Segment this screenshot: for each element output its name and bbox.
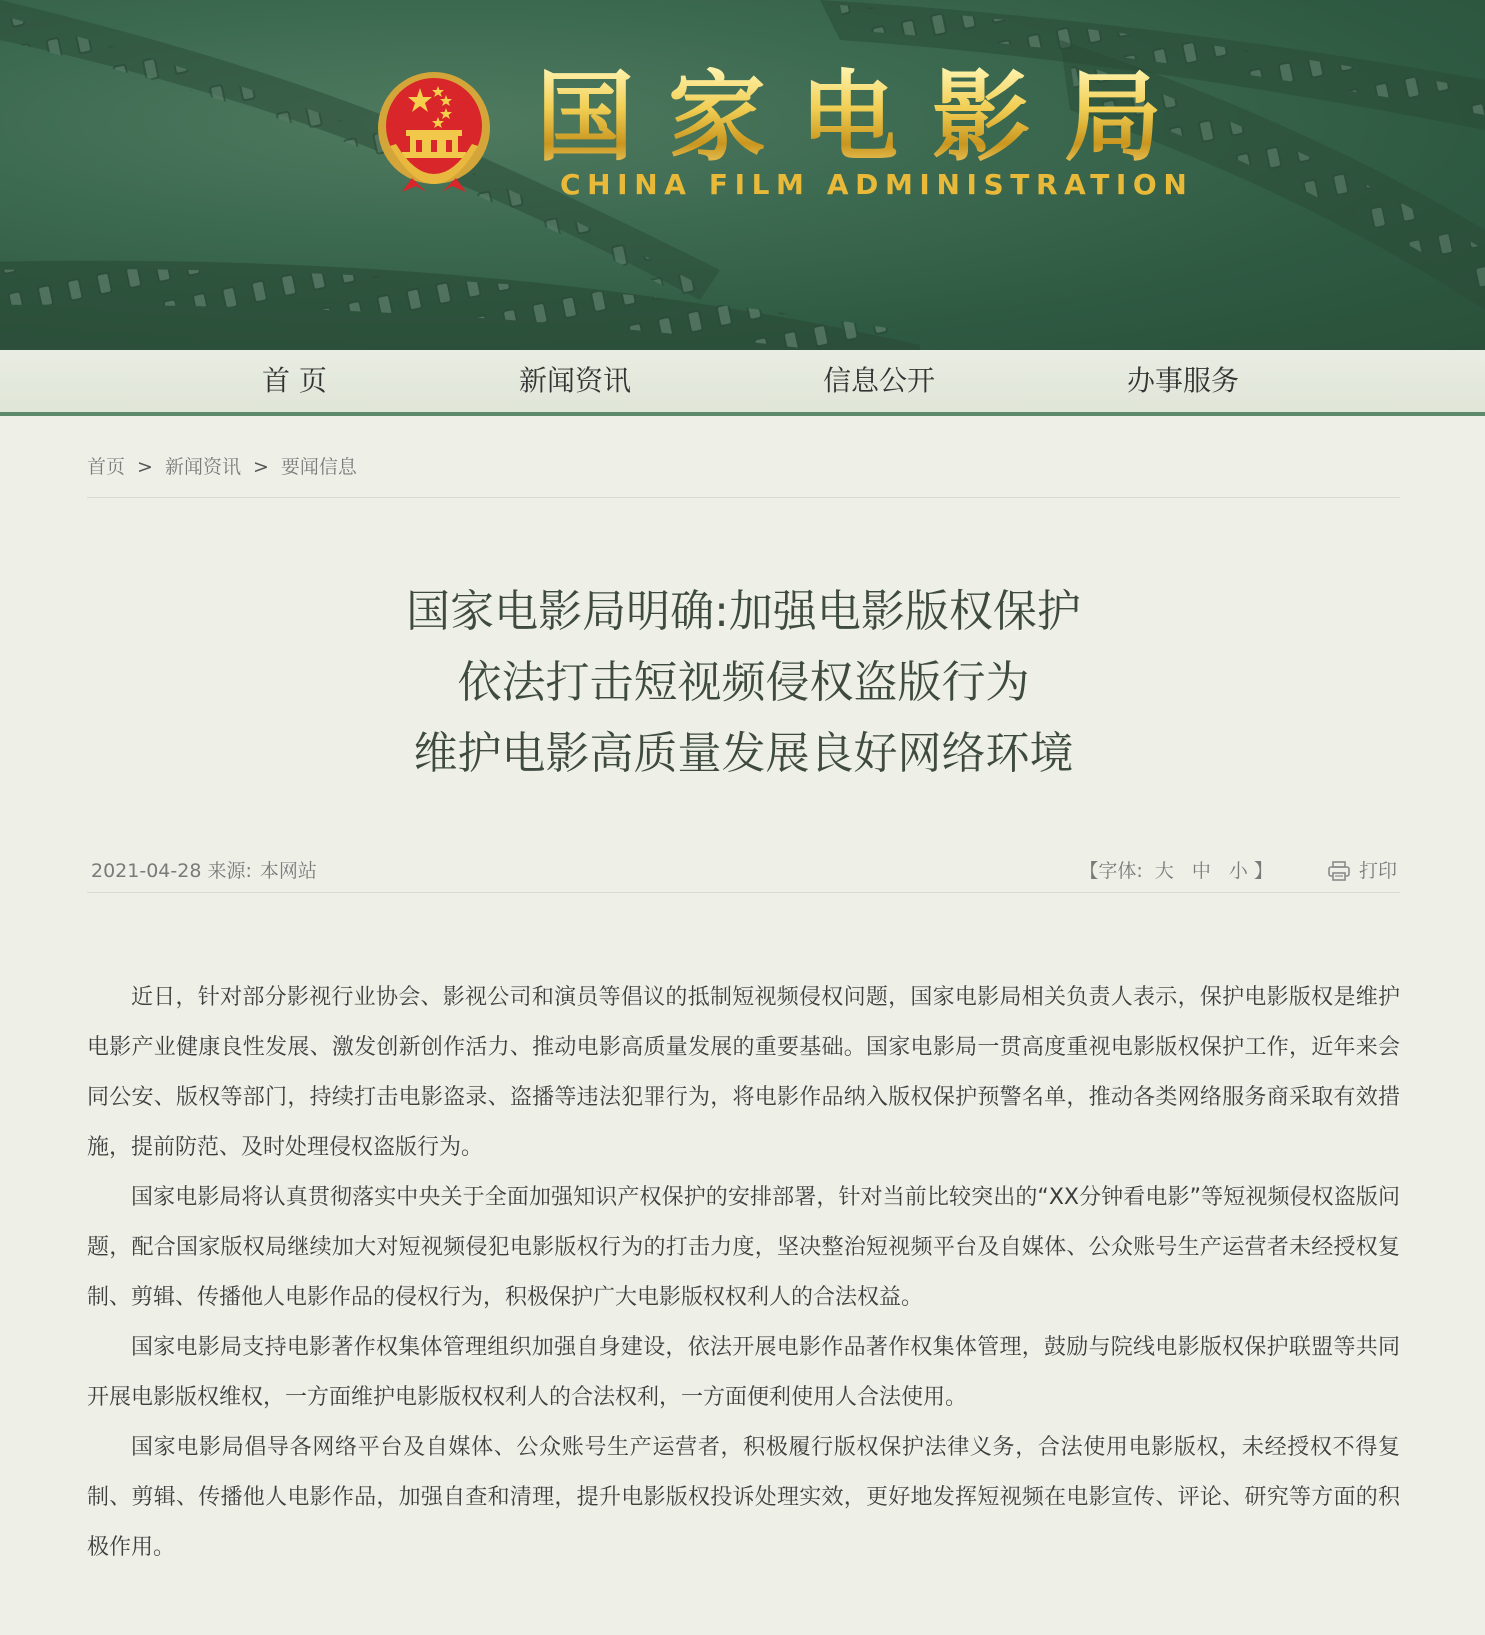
- breadcrumb-news[interactable]: 新闻资讯: [164, 456, 241, 478]
- font-size-medium-button[interactable]: 中: [1191, 860, 1211, 882]
- breadcrumb: [87, 452, 357, 479]
- main-nav: [0, 350, 1485, 416]
- printer-icon: [1327, 861, 1351, 881]
- publish-date: 2021-04-28: [91, 860, 202, 882]
- site-banner: [0, 0, 1485, 350]
- article-title: [87, 576, 1400, 789]
- breadcrumb-home[interactable]: 首页: [87, 456, 126, 478]
- article-body: [87, 973, 1400, 1573]
- meta-divider: [87, 892, 1400, 893]
- article-title-line: 维护电影高质量发展良好网络环境: [413, 728, 1074, 779]
- site-title: 国家电影局: [536, 61, 1197, 175]
- article-paragraph: 国家电影局倡导各网络平台及自媒体、公众账号生产运营者，积极履行版权保护法律义务，合法使用电影版权，未经授权不得复制、剪辑、传播他人电影作品，加强自查和清理，提升电影版权投诉处理实效，更好地发挥短视频在电影宣传、评论、研究等方面的积极作用。: [87, 1435, 1400, 1560]
- breadcrumb-divider: [87, 497, 1400, 498]
- nav-item-news[interactable]: 新闻资讯: [519, 364, 632, 397]
- source-label: 来源:: [207, 860, 252, 882]
- print-button[interactable]: [1327, 860, 1397, 882]
- national-emblem-icon: [372, 66, 496, 196]
- breadcrumb-headlines[interactable]: 要闻信息: [280, 456, 357, 478]
- font-size-small-button[interactable]: 小: [1228, 860, 1248, 882]
- article-title-line: 依法打击短视频侵权盗版行为: [457, 657, 1030, 708]
- nav-item-info-disclosure[interactable]: 信息公开: [823, 364, 936, 397]
- nav-item-services[interactable]: 办事服务: [1127, 364, 1240, 397]
- article-tools: [1079, 856, 1397, 883]
- article-paragraph: 国家电影局将认真贯彻落实中央关于全面加强知识产权保护的安排部署，针对当前比较突出的“XX分钟看电影”等短视频侵权盗版问题，配合国家版权局继续加大对短视频侵犯电影版权行为的打击力度，坚决整治短视频平台及自媒体、公众账号生产运营者未经授权复制、剪辑、传播他人电影作品的侵权行为，积极保护广大电影版权权利人的合法权益。: [87, 1185, 1400, 1310]
- font-size-label: 【字体:: [1079, 860, 1143, 882]
- article-title-line: 国家电影局明确:加强电影版权保护: [406, 586, 1081, 637]
- font-size-bracket: 】: [1253, 860, 1273, 882]
- article-paragraph: 国家电影局支持电影著作权集体管理组织加强自身建设，依法开展电影作品著作权集体管理，鼓励与院线电影版权保护联盟等共同开展电影版权维权，一方面维护电影版权权利人的合法权利，一方面便利使用人合法使用。: [87, 1335, 1400, 1410]
- source-value: 本网站: [259, 860, 317, 882]
- breadcrumb-separator: >: [137, 456, 153, 478]
- font-size-large-button[interactable]: 大: [1154, 860, 1174, 882]
- article-paragraph: 近日，针对部分影视行业协会、影视公司和演员等倡议的抵制短视频侵权问题，国家电影局相关负责人表示，保护电影版权是维护电影产业健康良性发展、激发创新创作活力、推动电影高质量发展的重要基础。国家电影局一贯高度重视电影版权保护工作，近年来会同公安、版权等部门，持续打击电影盗录、盗播等违法犯罪行为，将电影作品纳入版权保护预警名单，推动各类网络服务商采取有效措施，提前防范、及时处理侵权盗版行为。: [87, 985, 1400, 1160]
- article-meta: [91, 856, 317, 883]
- print-label: 打印: [1358, 860, 1397, 882]
- site-subtitle: CHINA FILM ADMINISTRATION: [560, 168, 1194, 201]
- breadcrumb-separator: >: [252, 456, 269, 478]
- nav-item-home[interactable]: 首 页: [262, 364, 327, 397]
